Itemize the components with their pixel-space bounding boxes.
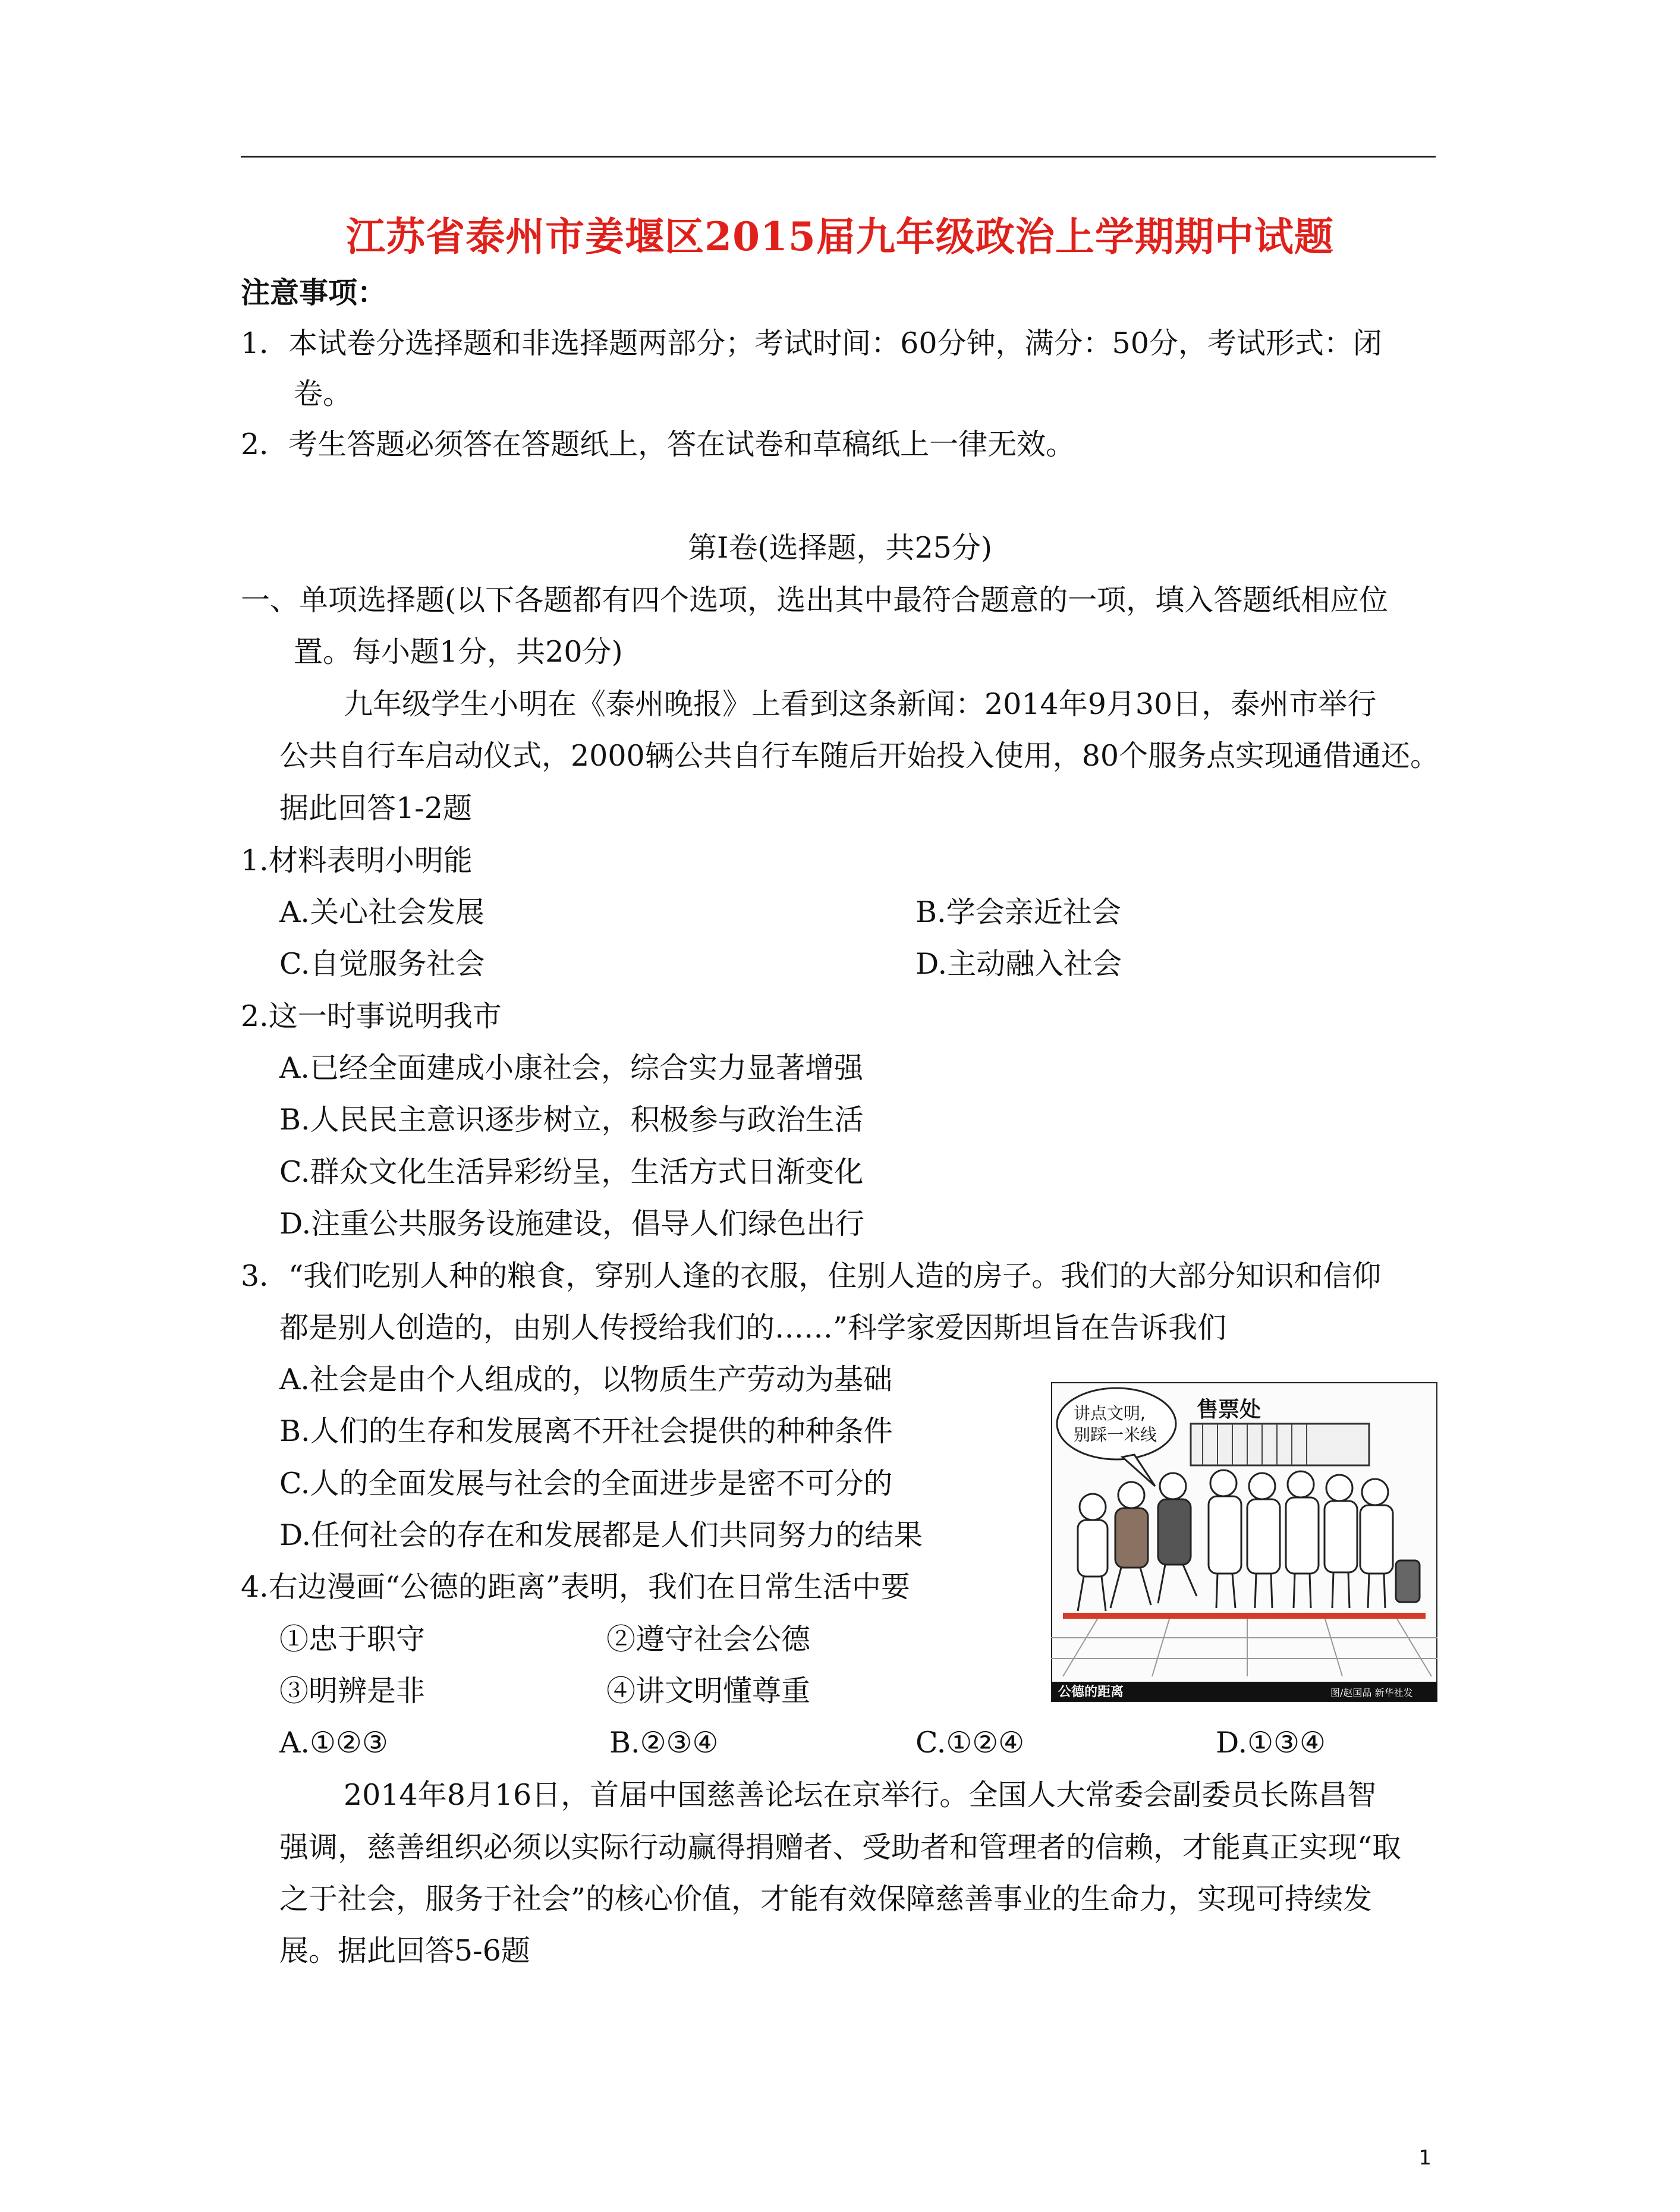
bubble-text-2: 别踩一米线 [1074, 1425, 1157, 1445]
question-2-option-b: B.人民民主意识逐步树立，积极参与政治生活 [279, 1103, 864, 1137]
question-1-option-c: C.自觉服务社会 [279, 947, 485, 981]
page-number: 1 [1418, 2146, 1432, 2170]
question-1-option-a: A.关心社会发展 [279, 895, 485, 929]
cartoon-illustration [1051, 1382, 1437, 1702]
question-4-option-d: D.①③④ [1216, 1726, 1326, 1760]
cartoon-caption: 公德的距离 [1058, 1685, 1124, 1700]
question-4-option-a: A.①②③ [279, 1726, 388, 1760]
question-4-stem: 4.右边漫画“公德的距离”表明，我们在日常生活中要 [241, 1570, 910, 1604]
cartoon-credit: 图/赵国品 新华社发 [1330, 1687, 1413, 1698]
material-1-line-2: 公共自行车启动仪式，2000辆公共自行车随后开始投入使用，80个服务点实现通借通还。 [279, 739, 1440, 773]
question-3-stem-cont: 都是别人创造的，由别人传授给我们的……”科学家爱因斯坦旨在告诉我们 [279, 1311, 1227, 1345]
question-3-option-b: B.人们的生存和发展离不开社会提供的种种条件 [279, 1414, 893, 1448]
question-4-item-2: ②遵守社会公德 [606, 1622, 811, 1656]
question-4-item-4: ④讲文明懂尊重 [606, 1674, 811, 1708]
notice-item-1-cont: 卷。 [294, 377, 353, 411]
page-title: 江苏省泰州市姜堰区2015届九年级政治上学期期中试题 [346, 213, 1334, 260]
question-2-option-a: A.已经全面建成小康社会，综合实力显著增强 [279, 1051, 863, 1085]
question-3-option-a: A.社会是由个人组成的，以物质生产劳动为基础 [279, 1363, 892, 1396]
material-2-line-1: 2014年8月16日，首届中国慈善论坛在京举行。全国人大常委会副委员长陈昌智 [344, 1778, 1377, 1812]
section-title: 第Ⅰ卷(选择题，共25分) [688, 531, 992, 565]
bubble-text-1: 讲点文明, [1074, 1404, 1146, 1423]
question-4-option-c: C.①②④ [915, 1726, 1025, 1760]
material-2-line-3: 之于社会，服务于社会”的核心价值，才能有效保障慈善事业的生命力，实现可持续发 [279, 1882, 1373, 1916]
question-2-stem: 2.这一时事说明我市 [241, 999, 502, 1033]
question-4-option-b: B.②③④ [609, 1726, 719, 1760]
part-heading-cont: 置。每小题1分，共20分) [294, 635, 623, 669]
question-1-option-b: B.学会亲近社会 [915, 895, 1121, 929]
material-1-line-3: 据此回答1-2题 [279, 791, 472, 825]
notice-item-2: 2．考生答题必须答在答题纸上，答在试卷和草稿纸上一律无效。 [241, 427, 1075, 461]
question-4-item-1: ①忠于职守 [279, 1622, 426, 1656]
notice-item-1: 1．本试卷分选择题和非选择题两部分；考试时间：60分钟，满分：50分，考试形式：闭 [241, 326, 1382, 360]
material-1-line-1: 九年级学生小明在《泰州晚报》上看到这条新闻：2014年9月30日，泰州市举行 [344, 687, 1377, 721]
material-2-line-4: 展。据此回答5-6题 [279, 1934, 530, 1968]
notice-heading: 注意事项： [241, 275, 387, 310]
question-4-item-3: ③明辨是非 [279, 1674, 426, 1708]
question-1-stem: 1.材料表明小明能 [241, 844, 473, 877]
question-3-stem: 3．“我们吃别人种的粮食，穿别人逢的衣服，住别人造的房子。我们的大部分知识和信仰 [241, 1259, 1382, 1293]
question-2-option-c: C.群众文化生活异彩纷呈，生活方式日渐变化 [279, 1155, 864, 1189]
material-2-line-2: 强调，慈善组织必须以实际行动赢得捐赠者、受助者和管理者的信赖，才能真正实现“取 [279, 1830, 1402, 1864]
question-3-option-d: D.任何社会的存在和发展都是人们共同努力的结果 [279, 1518, 923, 1552]
part-heading: 一、单项选择题(以下各题都有四个选项，选出其中最符合题意的一项，填入答题纸相应位 [241, 583, 1389, 617]
cartoon-sign: 售票处 [1197, 1398, 1261, 1422]
question-2-option-d: D.注重公共服务设施建设，倡导人们绿色出行 [279, 1207, 865, 1241]
question-3-option-c: C.人的全面发展与社会的全面进步是密不可分的 [279, 1467, 893, 1500]
question-1-option-d: D.主动融入社会 [915, 947, 1122, 981]
header-rule [241, 156, 1436, 158]
